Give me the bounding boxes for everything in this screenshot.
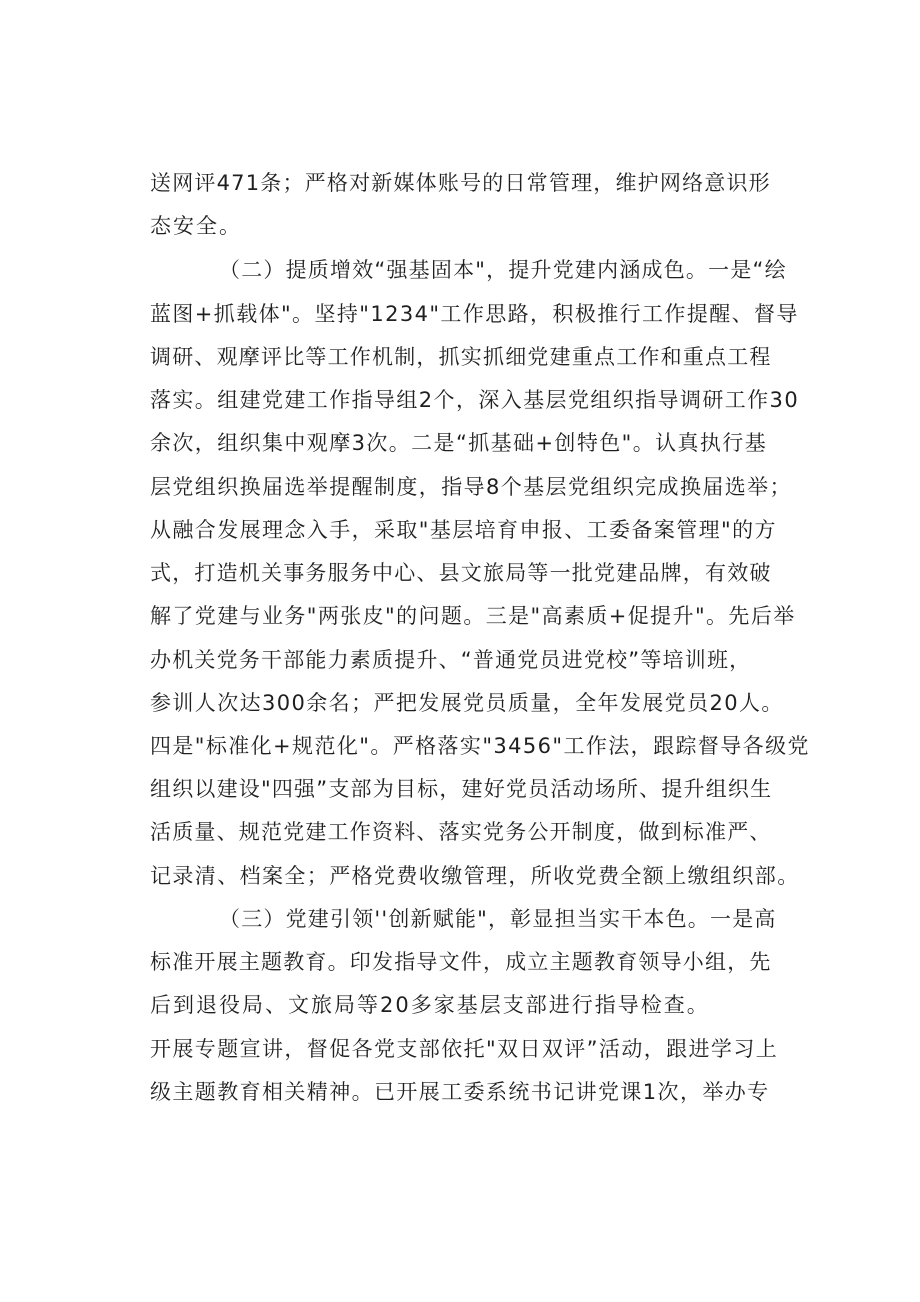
text-line-11: 解了党建与业务"两张皮"的问题。三是"高素质+促提升"。先后举 — [150, 604, 796, 628]
text-line-12: 办机关党务干部能力素质提升、“普通党员进党校”等培训班， — [150, 648, 752, 672]
text-line-14: 四是"标准化+规范化"。严格落实"3456"工作法，跟踪督导各级党 — [150, 734, 810, 758]
text-line-1: 送网评471条；严格对新媒体账号的日常管理，维护网络意识形 — [150, 171, 771, 195]
text-line-19: 标准开展主题教育。印发指导文件，成立主题教育领导小组，先 — [150, 950, 772, 974]
text-line-7: 余次，组织集中观摩3次。二是“抓基础+创特色"。认真执行基 — [150, 431, 768, 455]
text-line-15: 组织以建设"四强”支部为目标，建好党员活动场所、提升组织生 — [150, 777, 773, 801]
text-line-13: 参训人次达300余名；严把发展党员质量，全年发展党员20人。 — [150, 691, 784, 715]
text-line-8: 层党组织换届选举提醒制度，指导8个基层党组织完成换届选举； — [150, 475, 792, 499]
text-line-16: 活质量、规范党建工作资料、落实党务公开制度，做到标准严、 — [150, 820, 772, 844]
text-line-22: 级主题教育相关精神。已开展工委系统书记讲党课1次，举办专 — [150, 1080, 770, 1104]
text-line-6: 落实。组建党建工作指导组2个，深入基层党组织指导调研工作30 — [150, 388, 800, 412]
text-line-5: 调研、观摩评比等工作机制，抓实抓细党建重点工作和重点工程 — [150, 345, 772, 369]
section-three-heading-line: （三）党建引领''创新赋能"，彰显担当实干本色。一是高 — [219, 907, 777, 931]
text-line-9: 从融合发展理念入手，采取"基层培育申报、工委备案管理"的方 — [150, 518, 777, 542]
text-line-10: 式，打造机关事务服务中心、县文旅局等一批党建品牌，有效破 — [150, 561, 772, 585]
section-two-heading-line: （二）提质增效“强基固本"，提升党建内涵成色。一是“绘 — [219, 258, 787, 282]
text-line-17: 记录清、档案全；严格党费收缴管理，所收党费全额上缴组织部。 — [150, 864, 800, 888]
text-line-20: 后到退役局、文旅局等20多家基层支部进行指导检查。 — [150, 993, 710, 1017]
text-line-4: 蓝图+抓载体"。坚持"1234"工作思路，积极推行工作提醒、督导 — [150, 302, 799, 326]
text-line-21: 开展专题宣讲，督促各党支部依托"双日双评”活动，跟进学习上 — [150, 1037, 779, 1061]
text-line-2: 态安全。 — [150, 214, 242, 238]
